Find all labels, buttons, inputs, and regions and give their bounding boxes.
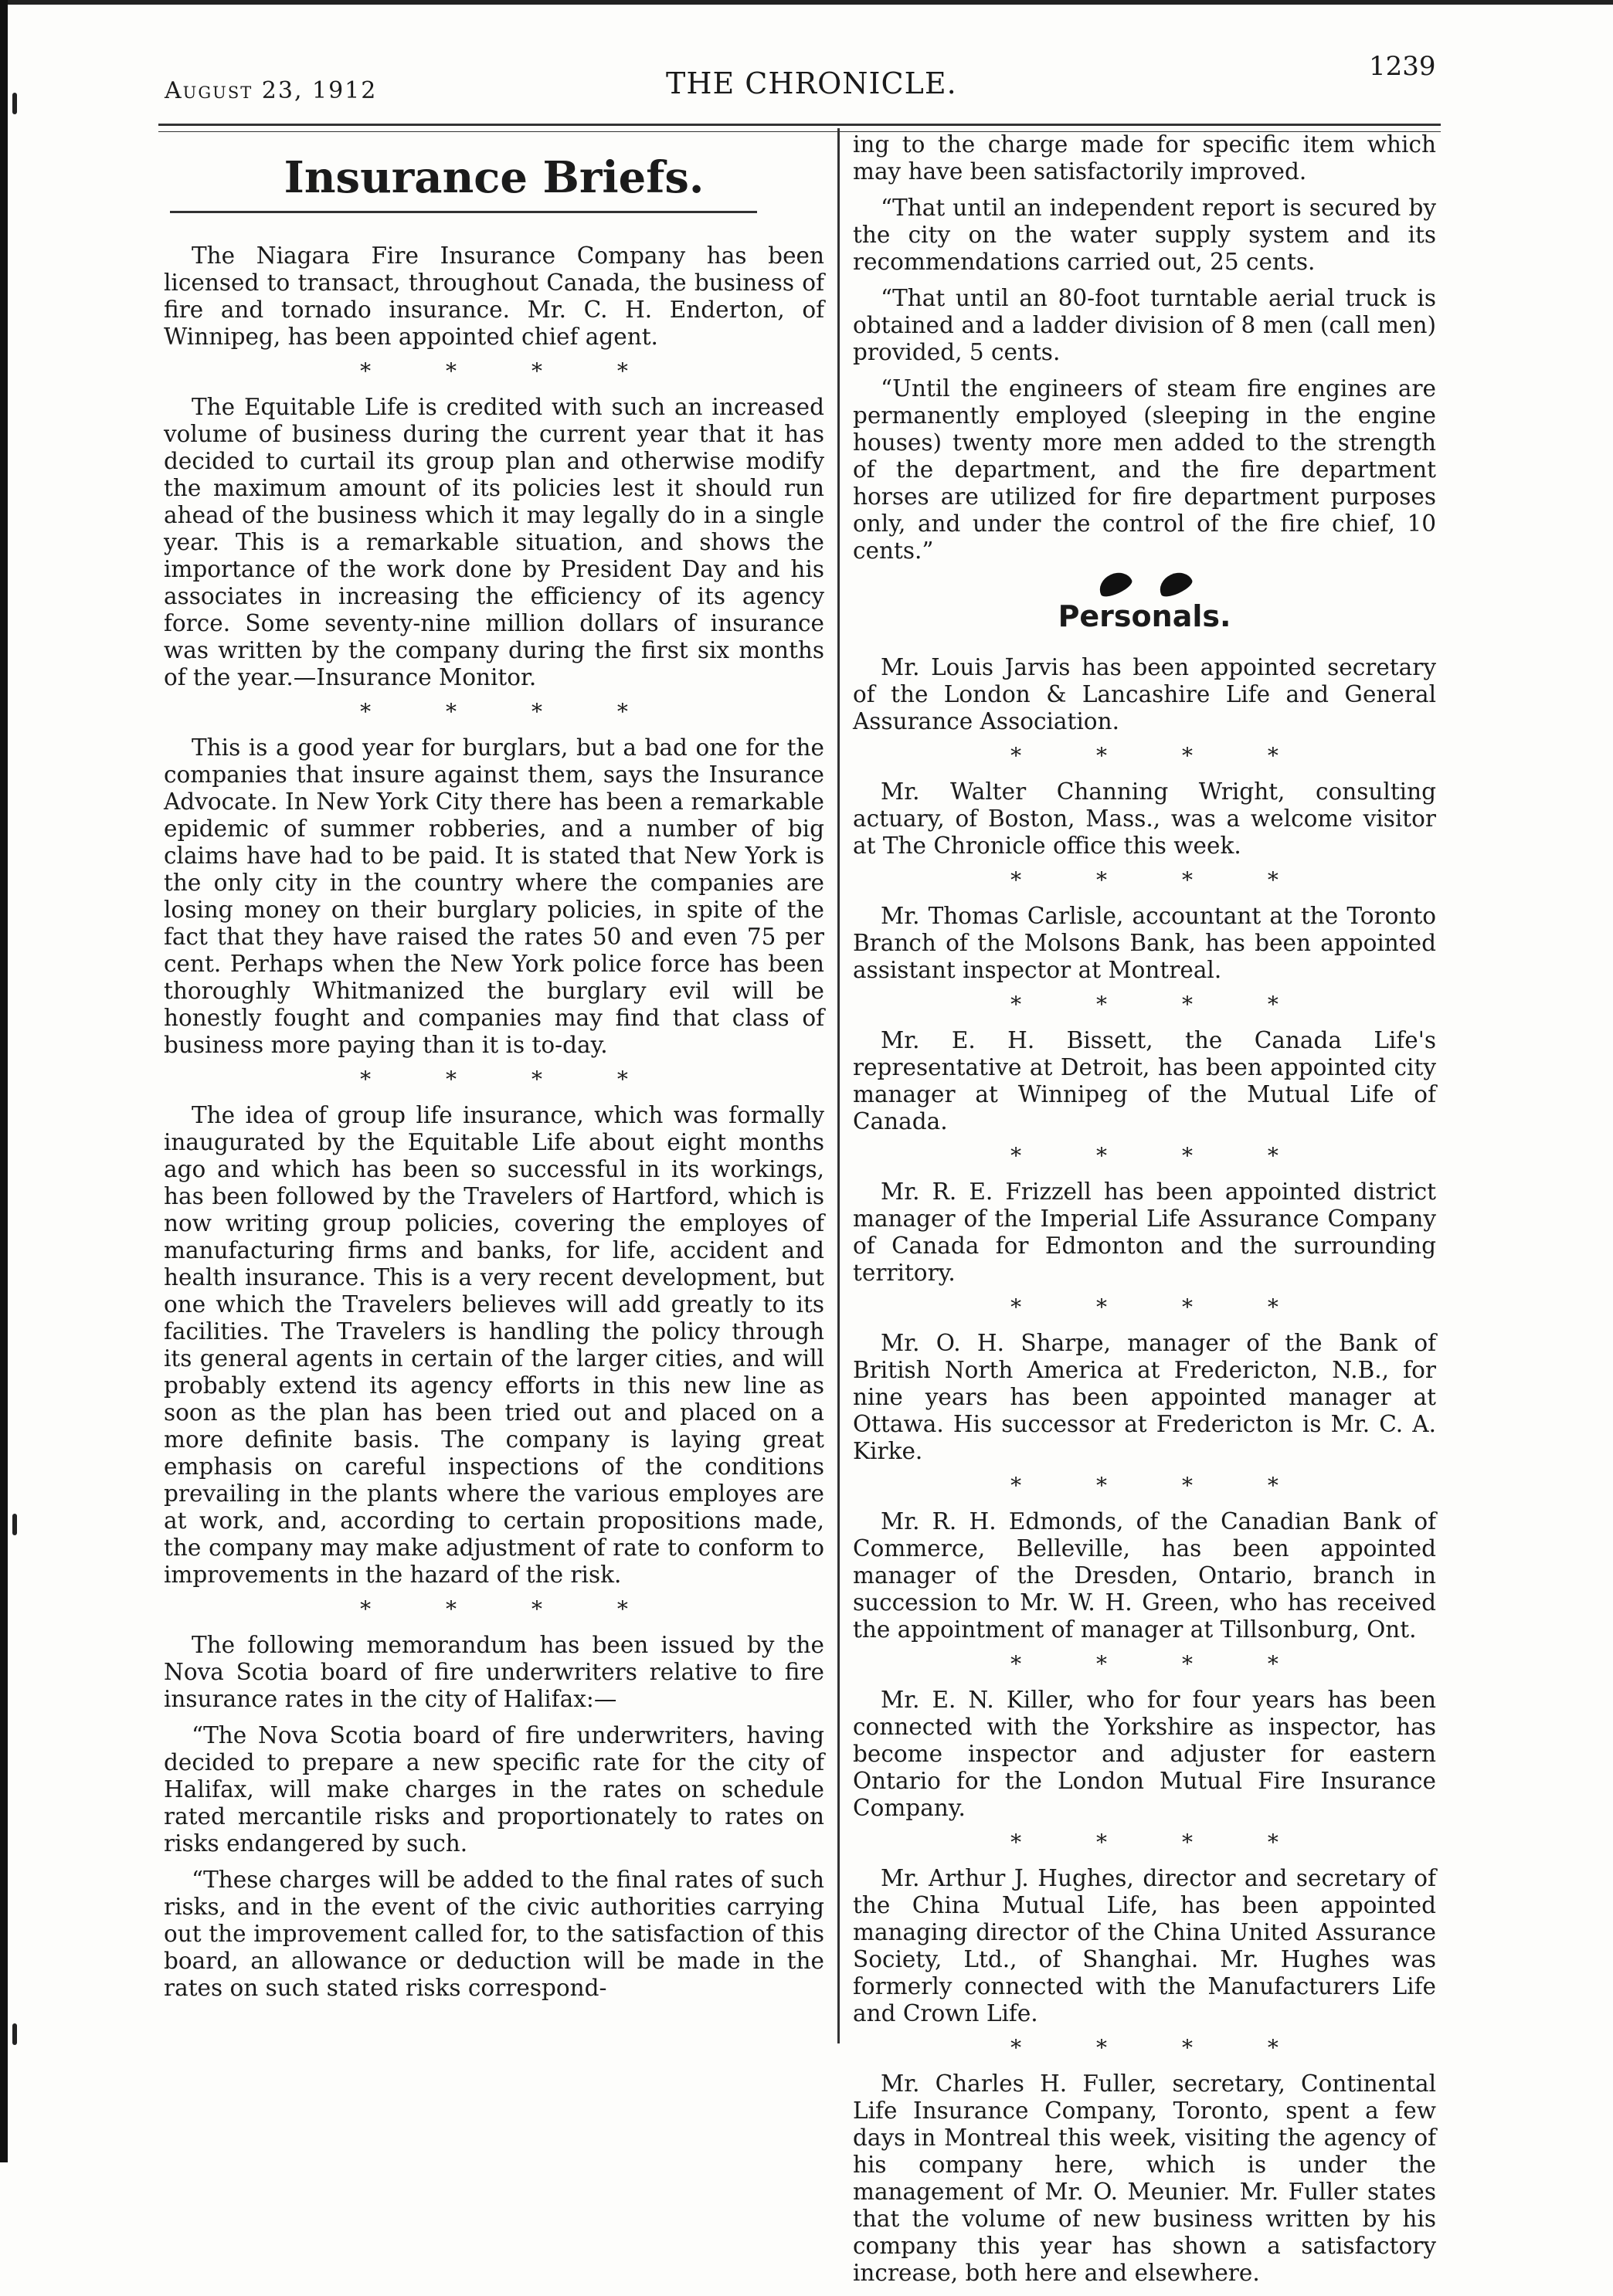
personal-item: Mr. Walter Channing Wright, consulting actuary, of Boston, Mass., was a welcome visitor at The Chronicle office this week. (853, 778, 1436, 859)
page-edge-top (0, 0, 1613, 5)
separator-stars: * * * * (360, 699, 662, 724)
separator-stars: * * * * (1010, 743, 1312, 768)
binding-mark (12, 93, 17, 114)
personal-item: Mr. E. H. Bissett, the Canada Life's representative at Detroit, has been appointed city manager at Winnipeg of the Mutual Life of Canada. (853, 1027, 1436, 1134)
separator-stars: * * * * (1010, 1143, 1312, 1168)
right-column (853, 131, 1436, 2296)
section-title-personals: Personals. (1058, 599, 1231, 633)
separator-stars: * * * * (1010, 2035, 1312, 2060)
article-paragraph: “The Nova Scotia board of fire underwriters, having decided to prepare a new specific rate for the city of Halifax, will make charges in the rates on schedule rated mercantile risks and proportionately to rates on risks endangered by such. (164, 1722, 824, 1857)
page-number: 1239 (1369, 51, 1436, 82)
article-paragraph: “That until an 80-foot turntable aerial truck is obtained and a ladder division of 8 men (call men) provided, 5 cents. (853, 285, 1436, 365)
personal-item: Mr. Charles H. Fuller, secretary, Continental Life Insurance Company, Toronto, spent a few days in Montreal this week, visiting the agency of his company here, which is under the management of Mr. O. Meunier. Mr. Fuller states that the volume of new business written by his company this year has shown a satisfactory increase, both here and elsewhere. (853, 2070, 1436, 2286)
separator-stars: * * * * (1010, 1294, 1312, 1320)
personal-item: Mr. Arthur J. Hughes, director and secretary of the China Mutual Life, has been appointed managing director of the China United Assurance Society, Ltd., of Shanghai. Mr. Hughes was formerly connected with the Manufacturers Life and Crown Life. (853, 1865, 1436, 2026)
separator-stars: * * * * (1010, 992, 1312, 1017)
header-rule (158, 124, 1441, 126)
article-paragraph: This is a good year for burglars, but a bad one for the companies that insure against them, says the Insurance Advocate. In New York City there has been a remarkable epidemic of summer robberies, and a number of big claims have had to be paid. It is stated that New York is the only city in the country where the companies are losing money on their burglary policies, in spite of the fact that they have raised the rates 50 and even 75 per cent. Perhaps when the New York police force has been thoroughly Whitmanized the burglary evil will be honestly fought and companies may find that class of business more paying than it is to-day. (164, 734, 824, 1058)
article-paragraph: The Equitable Life is credited with such an increased volume of business during the current year that it has decided to curtail its group plan and otherwise modify the maximum amount of its policies lest it should run ahead of the business which it may legally do in a single year. This is a remarkable situation, and shows the importance of the work done by President Day and his associates in increasing the efficiency of its agency force. Some seventy-nine million dollars of insurance was written by the company during the first six months of the year.—Insurance Monitor. (164, 394, 824, 690)
left-column (164, 151, 824, 2011)
article-paragraph: ing to the charge made for specific item which may have been satisfactorily improved. (853, 131, 1436, 185)
personal-item: Mr. E. N. Killer, who for four years has been connected with the Yorkshire as inspector, has become inspector and adjuster for eastern Ontario for the London Mutual Fire Insurance Company. (853, 1687, 1436, 1821)
separator-stars: * * * * (1010, 867, 1312, 893)
separator-stars: * * * * (360, 1596, 662, 1622)
column-divider (837, 128, 840, 2043)
article-paragraph: The Niagara Fire Insurance Company has been licensed to transact, throughout Canada, the business of fire and tornado insurance. Mr. C. H. Enderton, of Winnipeg, has been appointed chief agent. (164, 242, 824, 350)
article-paragraph: “That until an independent report is secured by the city on the water supply system and its recommendations carried out, 25 cents. (853, 195, 1436, 275)
personal-item: Mr. Louis Jarvis has been appointed secretary of the London & Lancashire Life and General Assurance Association. (853, 654, 1436, 734)
article-paragraph: “These charges will be added to the final rates of such risks, and in the event of the civic authorities carrying out the improvement called for, to the satisfaction of this board, an allowance or deduction will be made in the rates on such stated risks correspond- (164, 1867, 824, 2001)
separator-stars: * * * * (360, 1067, 662, 1092)
binding-mark (12, 2023, 17, 2045)
separator-stars: * * * * (1010, 1651, 1312, 1677)
separator-stars: * * * * (360, 358, 662, 384)
article-paragraph: The idea of group life insurance, which was formally inaugurated by the Equitable Life about eight months ago and which has been so successful in its workings, has been followed by the Travelers of Hartford, which is now writing group policies, covering the employes of manufacturing firms and banks, for life, accident and health insurance. This is a very recent development, but one which the Travelers believes will add greatly to its facilities. The Travelers is handling the policy through its general agents in certain of the larger cities, and will probably extend its agency efforts in this new line as soon as the plan has been tried out and placed on a more definite basis. The company is laying great emphasis on careful inspections of the conditions prevailing in the plants where the various employes are at work, and, according to certain propositions made, the company may make adjustment of rate to conform to improvements in the hazard of the risk. (164, 1102, 824, 1588)
personal-item: Mr. Thomas Carlisle, accountant at the Toronto Branch of the Molsons Bank, has been appointed assistant inspector at Montreal. (853, 903, 1436, 983)
article-paragraph: The following memorandum has been issued by the Nova Scotia board of fire underwriters relative to fire insurance rates in the city of Halifax:— (164, 1632, 824, 1712)
leaf-icon (1155, 568, 1194, 600)
title-underline (170, 211, 757, 213)
masthead-title: THE CHRONICLE. (666, 66, 957, 100)
article-paragraph: “Until the engineers of steam fire engines are permanently employed (sleeping in the engine houses) twenty more men added to the strength of the department, and the fire department horses are utilized for fire department purposes only, and under the control of the fire chief, 10 cents.” (853, 375, 1436, 564)
page-edge-left (0, 0, 8, 2162)
personal-item: Mr. O. H. Sharpe, manager of the Bank of British North America at Fredericton, N.B., for nine years has been appointed manager at Ottawa. His successor at Fredericton is Mr. C. A. Kirke. (853, 1330, 1436, 1464)
section-title-insurance-briefs: Insurance Briefs. (284, 152, 705, 203)
leaf-ornament (853, 574, 1436, 594)
separator-stars: * * * * (1010, 1830, 1312, 1855)
separator-stars: * * * * (1010, 1473, 1312, 1498)
issue-date: August 23, 1912 (165, 77, 378, 104)
binding-mark (12, 1514, 17, 1535)
personal-item: Mr. R. H. Edmonds, of the Canadian Bank of Commerce, Belleville, has been appointed manager of the Dresden, Ontario, branch in succession to Mr. W. H. Green, who has received the appointment of manager at Tillsonburg, Ont. (853, 1508, 1436, 1643)
personal-item: Mr. R. E. Frizzell has been appointed district manager of the Imperial Life Assurance Company of Canada for Edmonton and the surrounding territory. (853, 1179, 1436, 1286)
leaf-icon (1095, 568, 1134, 600)
